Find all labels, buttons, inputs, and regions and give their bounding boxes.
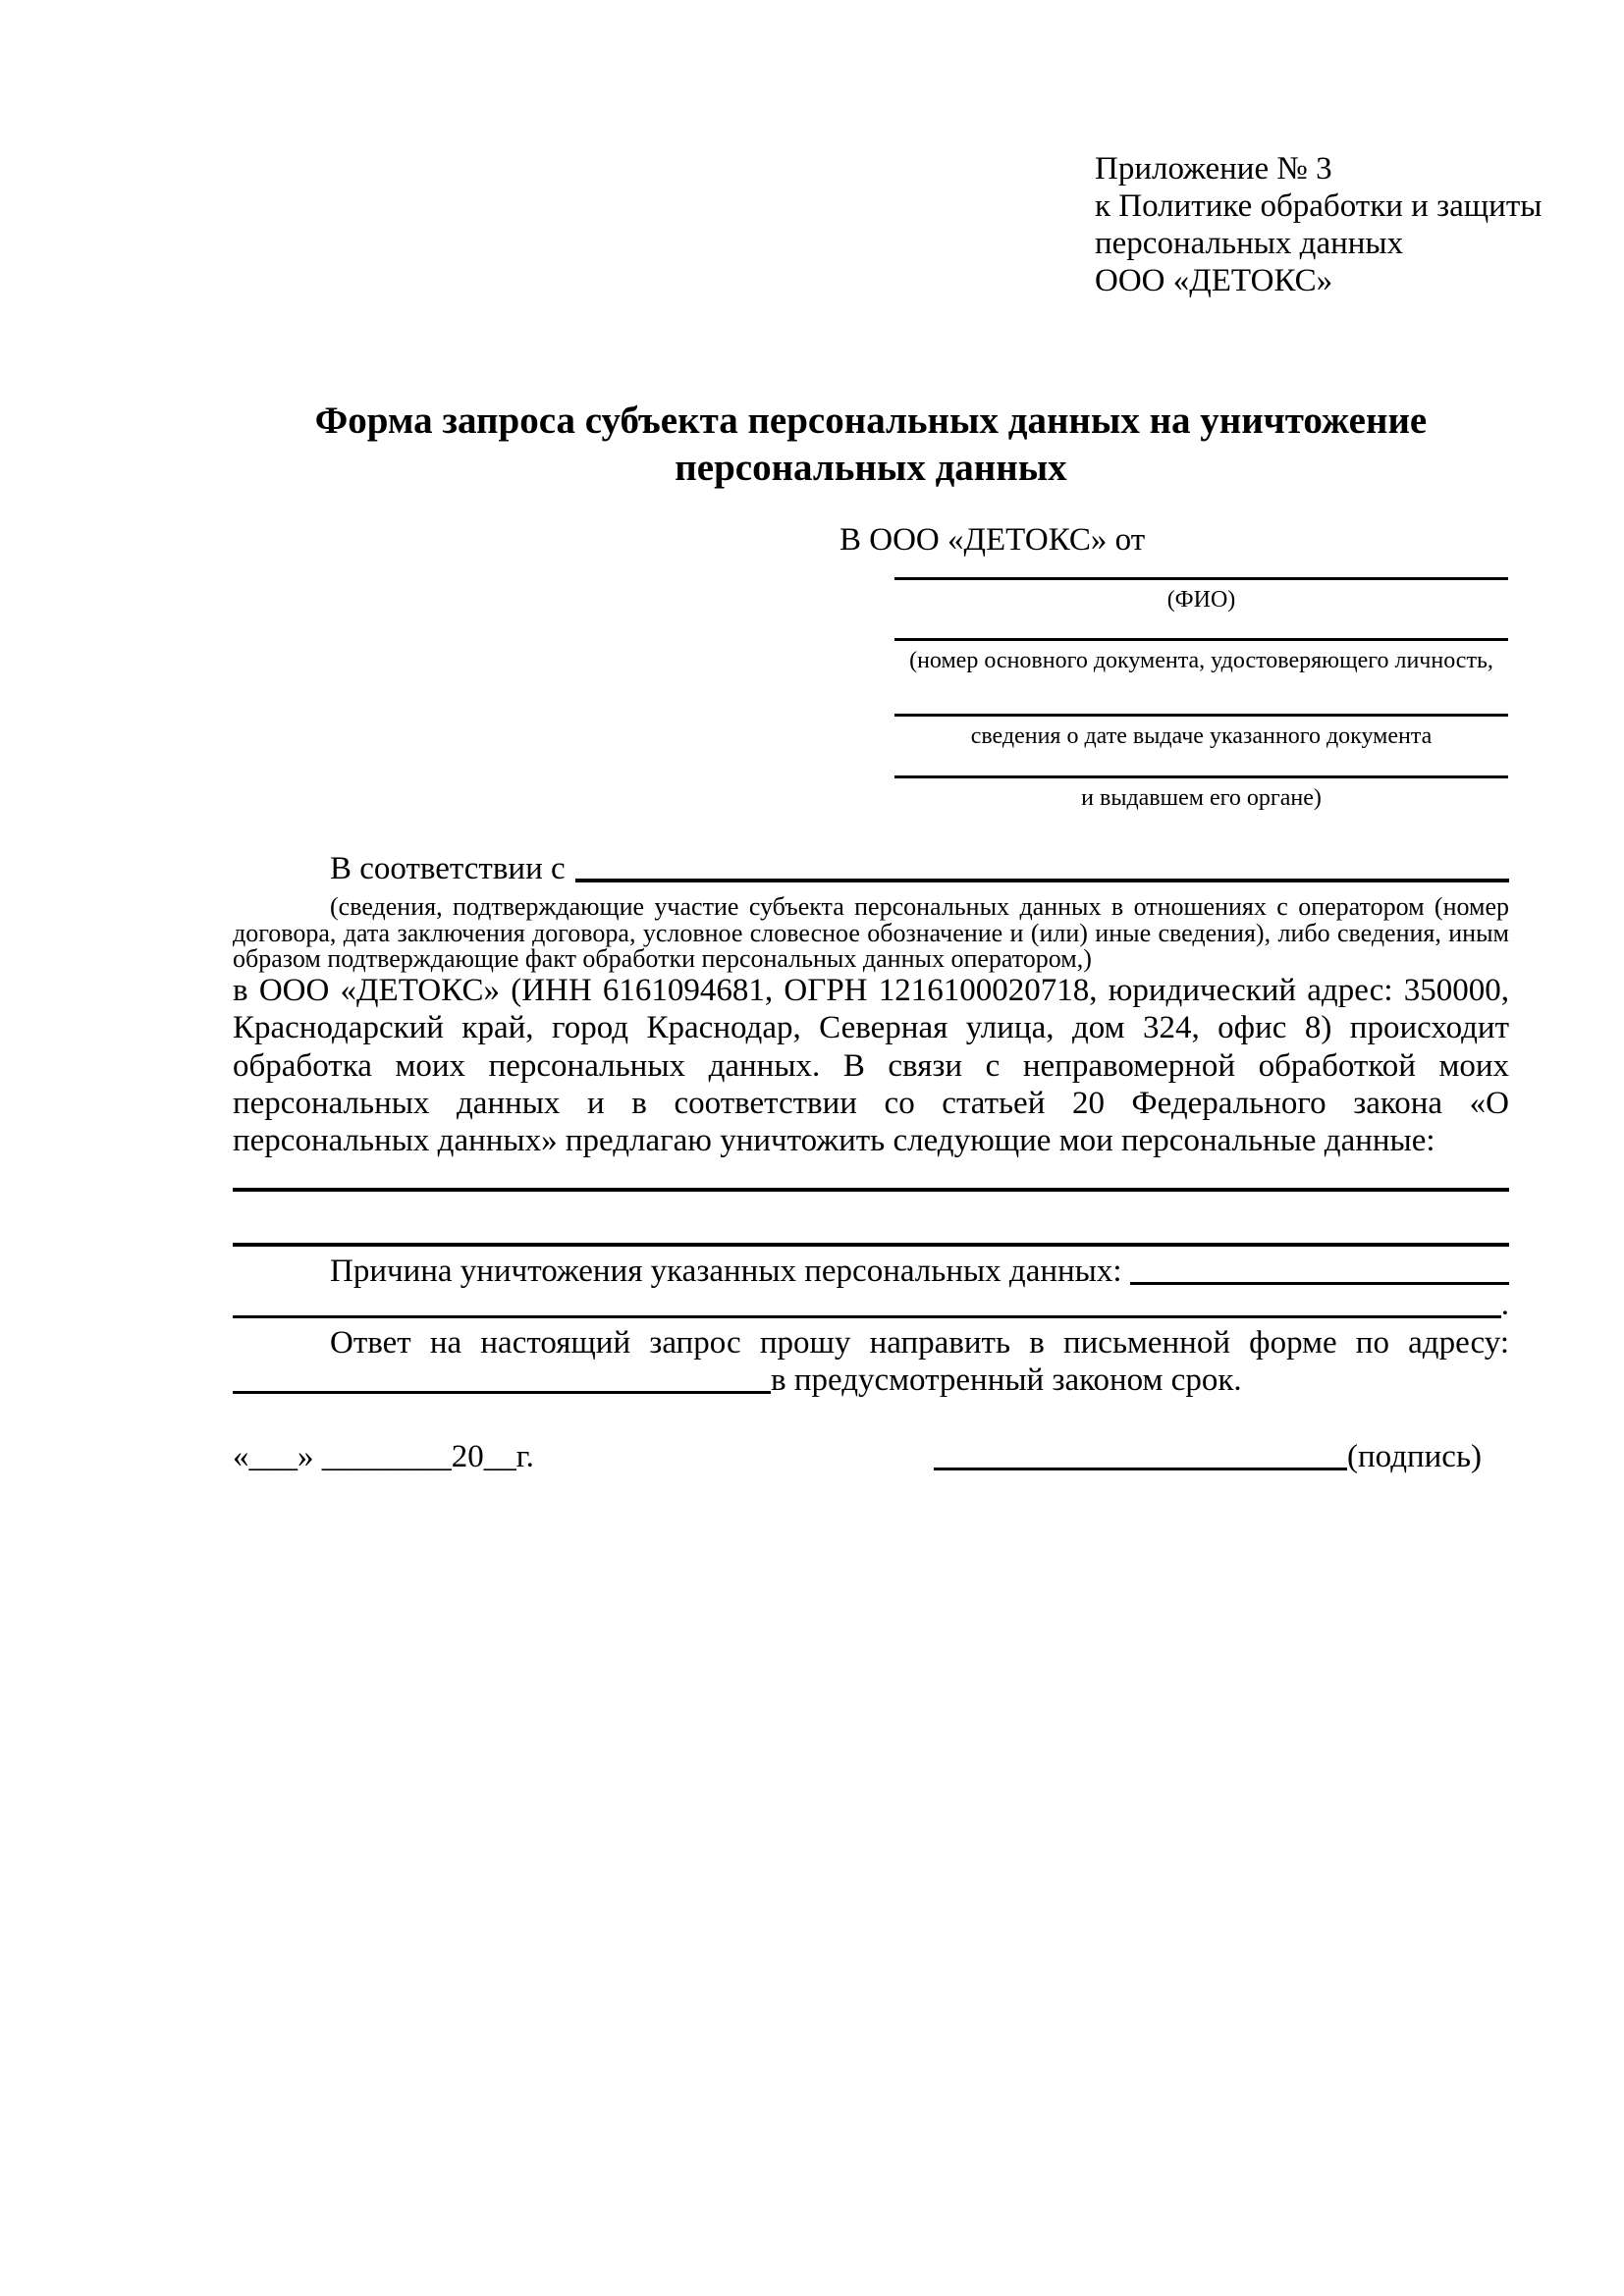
fio-field-line: [894, 577, 1508, 580]
accordance-field-line: [575, 879, 1509, 882]
addressee-intro: В ООО «ДЕТОКС» от: [839, 522, 1146, 558]
accordance-row: [233, 850, 1509, 887]
issue-date-field-caption: сведения о дате выдаче указанного документа: [970, 723, 1433, 749]
reason-field-line: [1130, 1282, 1509, 1285]
response-tail: в предусмотренный законом срок.: [771, 1362, 1242, 1398]
reason-field-line-2: [233, 1315, 1501, 1318]
reason-terminator: .: [1500, 1287, 1509, 1322]
accordance-note: (сведения, подтверждающие участие субъекта персональных данных в отношениях с оператором (номер договора, дата заключения договора, условное словесное обозначение и (или) иные сведения), либо сведения, иным образом подтверждающие факт обработки персональных данных оператором,): [233, 892, 1509, 973]
appendix-header: [1095, 150, 1542, 299]
reason-row: [233, 1253, 1509, 1290]
reason-continuation-row: [233, 1286, 1509, 1323]
issue-date-field-line: [894, 714, 1508, 717]
signature-field-line: [934, 1468, 1347, 1470]
date-placeholder: «___» ________20__г.: [233, 1439, 534, 1474]
personal-data-field-line-2: [233, 1243, 1509, 1247]
issuing-authority-field-caption: и выдавшем его органе): [1081, 785, 1322, 811]
appendix-header-line: к Политике обработки и защиты: [1095, 188, 1543, 224]
accordance-label: В соответствии с: [330, 851, 566, 886]
address-field-line: [233, 1391, 771, 1394]
appendix-header-line: Приложение № 3: [1095, 151, 1332, 187]
response-sentence: Ответ на настоящий запрос прошу направить в письменной форме по адресу:: [330, 1325, 1509, 1361]
main-paragraph: в ООО «ДЕТОКС» (ИНН 6161094681, ОГРН 1216100020718, юридический адрес: 350000, Краснодарский край, город Краснодар, Северная улица, дом 324, офис 8) происходит обработка моих персональных данных. В связи с неправомерной обработкой моих персональных данных и в соответствии со статьей 20 Федерального закона «О персональных данных» предлагаю уничтожить следующие мои персональные данные:: [233, 973, 1509, 1159]
appendix-header-line: ООО «ДЕТОКС»: [1095, 263, 1333, 298]
date-signature-row: [233, 1438, 1509, 1475]
signature-caption: (подпись): [1347, 1439, 1482, 1474]
page-title: Форма запроса субъекта персональных данных на уничтожение персональных данных: [314, 400, 1428, 489]
document-number-field-caption: (номер основного документа, удостоверяющего личность,: [909, 648, 1493, 673]
signature-group: [934, 1438, 1482, 1475]
personal-data-field-line-1: [233, 1188, 1509, 1192]
response-address-row: [233, 1362, 1509, 1399]
fio-field-caption: (ФИО): [1166, 587, 1236, 613]
issuing-authority-field-line: [894, 775, 1508, 778]
document-number-field-line: [894, 638, 1508, 641]
appendix-header-line: персональных данных: [1095, 226, 1404, 261]
reason-label: Причина уничтожения указанных персональных данных:: [330, 1254, 1122, 1289]
